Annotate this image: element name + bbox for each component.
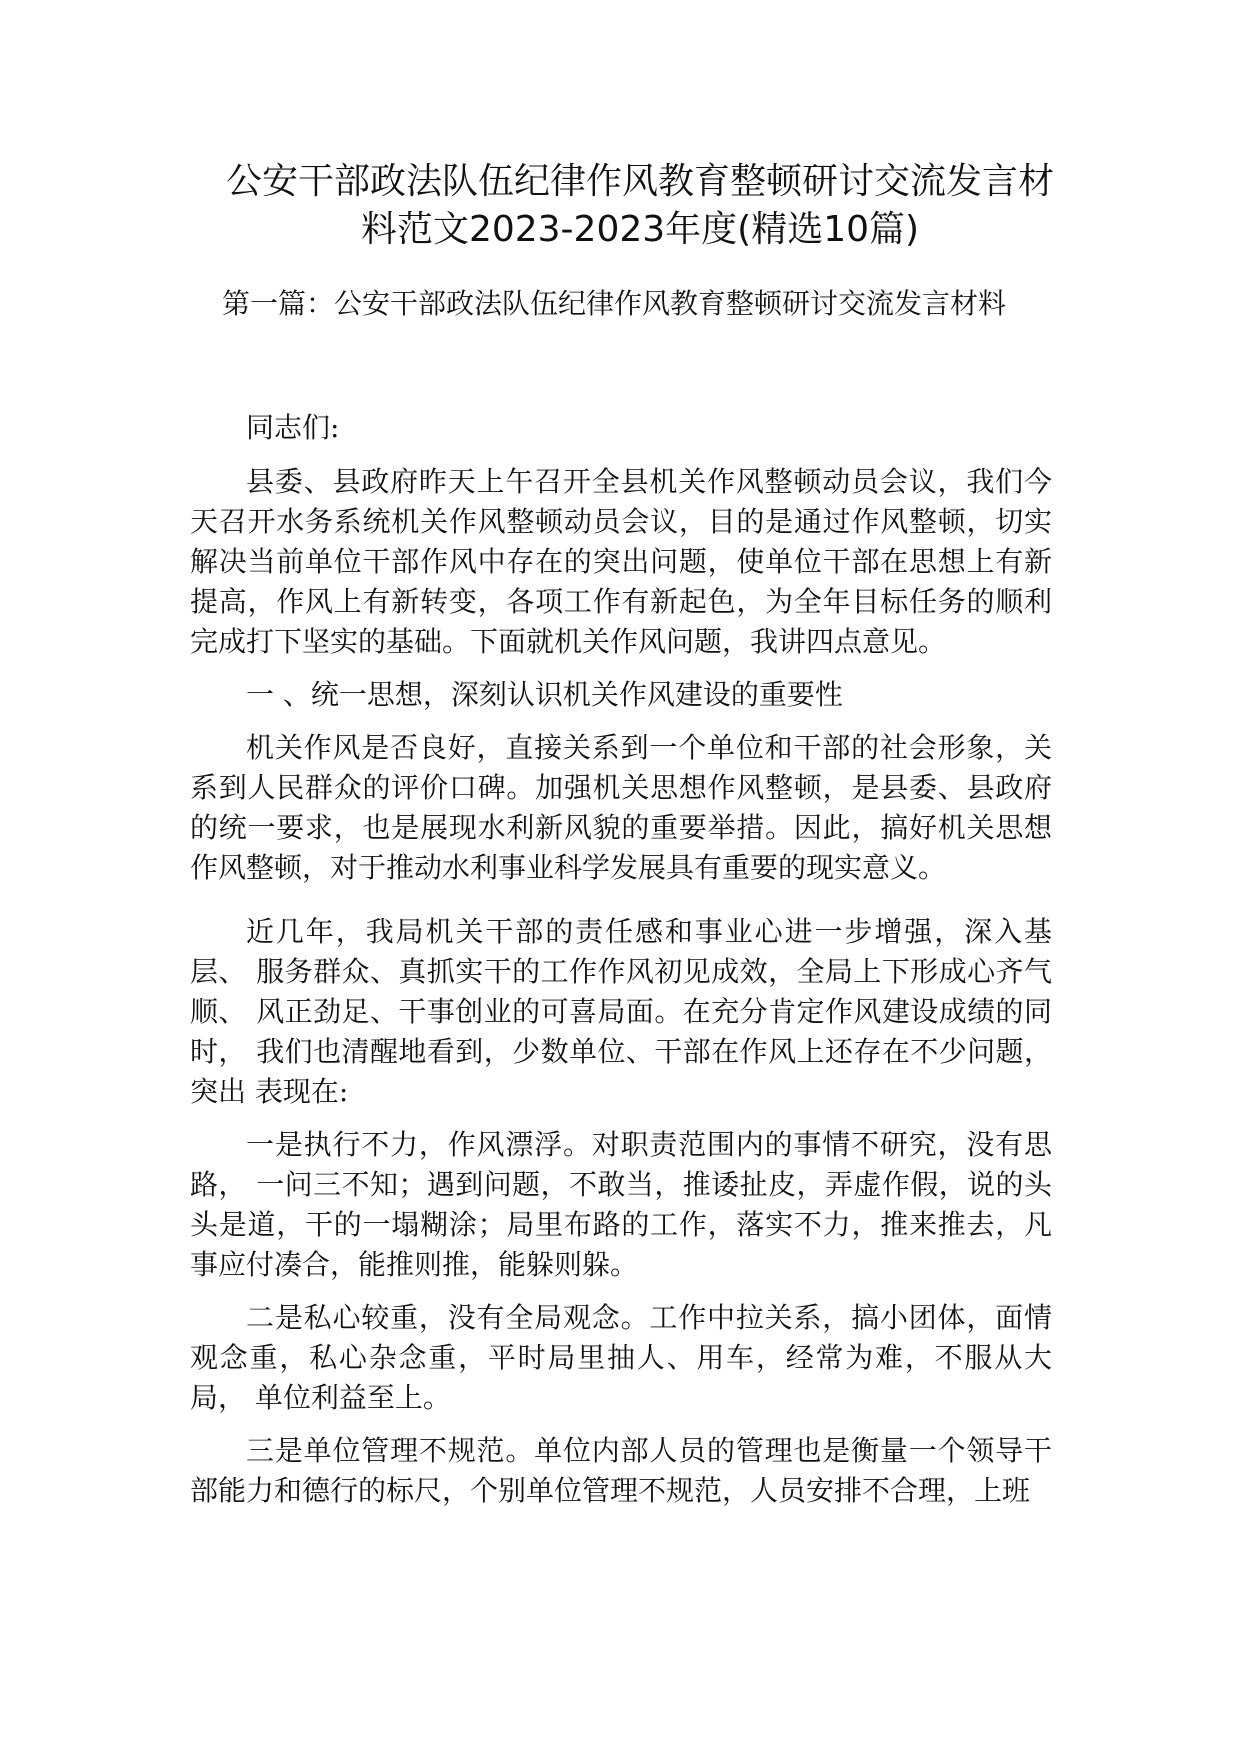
document-title-line-1: 公安干部政法队伍纪律作风教育整顿研讨交流发言材 [225, 161, 1054, 202]
document-title-line-2: 料范文2023-2023年度(精选10篇) [360, 209, 920, 250]
subheading-paragraph: 一 、统一思想，深刻认识机关作风建设的重要性 [246, 678, 843, 711]
body-paragraph: 县委、县政府昨天上午召开全县机关作风整顿动员会议，我们今 天召开水务系统机关作风整顿动员会议，目的是通过作风整顿，切实 解决当前单位干部作风中存在的突出问题，使单位干部在思想上有新 提高，作风上有新转变，各项工作有新起色，为全年目标任务的顺利 完成打下坚实的基础。下面就机关作风问题，我讲四点意见。 [190, 465, 1052, 658]
salutation-paragraph: 同志们: [246, 411, 340, 444]
body-paragraph: 一是执行不力，作风漂浮。对职责范围内的事情不研究，没有思路， 一问三不知；遇到问题，不敢当，推诿扯皮，弄虚作假，说的头 头是道，干的一塌糊涂；局里布路的工作，落实不力，推来推去，凡 事应付凑合，能推则推，能躲则躲。 [190, 1128, 1052, 1281]
section-heading: 第一篇：公安干部政法队伍纪律作风教育整顿研讨交流发言材料 [222, 287, 1007, 320]
document-body [190, 408, 1052, 1524]
body-paragraph: 机关作风是否良好，直接关系到一个单位和干部的社会形象，关 系到人民群众的评价口碑。加强机关思想作风整顿，是县委、县政府 的统一要求，也是展现水利新风貌的重要举措。因此，搞好机关思想 作风整顿，对于推动水利事业科学发展具有重要的现实意义。 [190, 731, 1052, 884]
document-title [190, 158, 1090, 254]
body-paragraph: 二是私心较重，没有全局观念。工作中拉关系，搞小团体，面情 观念重，私心杂念重，平时局里抽人、用车，经常为难，不服从大局， 单位利益至上。 [190, 1301, 1052, 1414]
body-paragraph: 近几年，我局机关干部的责任感和事业心进一步增强，深入基层、 服务群众、真抓实干的工作作风初见成效，全局上下形成心齐气顺、 风正劲足、干事创业的可喜局面。在充分肯定作风建设成绩的同时， 我们也清醒地看到，少数单位、干部在作风上还存在不少问题，突出 表现在: [190, 915, 1052, 1108]
body-paragraph: 三是单位管理不规范。单位内部人员的管理也是衡量一个领导干 部能力和德行的标尺，个别单位管理不规范，人员安排不合理，上班 [190, 1434, 1052, 1507]
